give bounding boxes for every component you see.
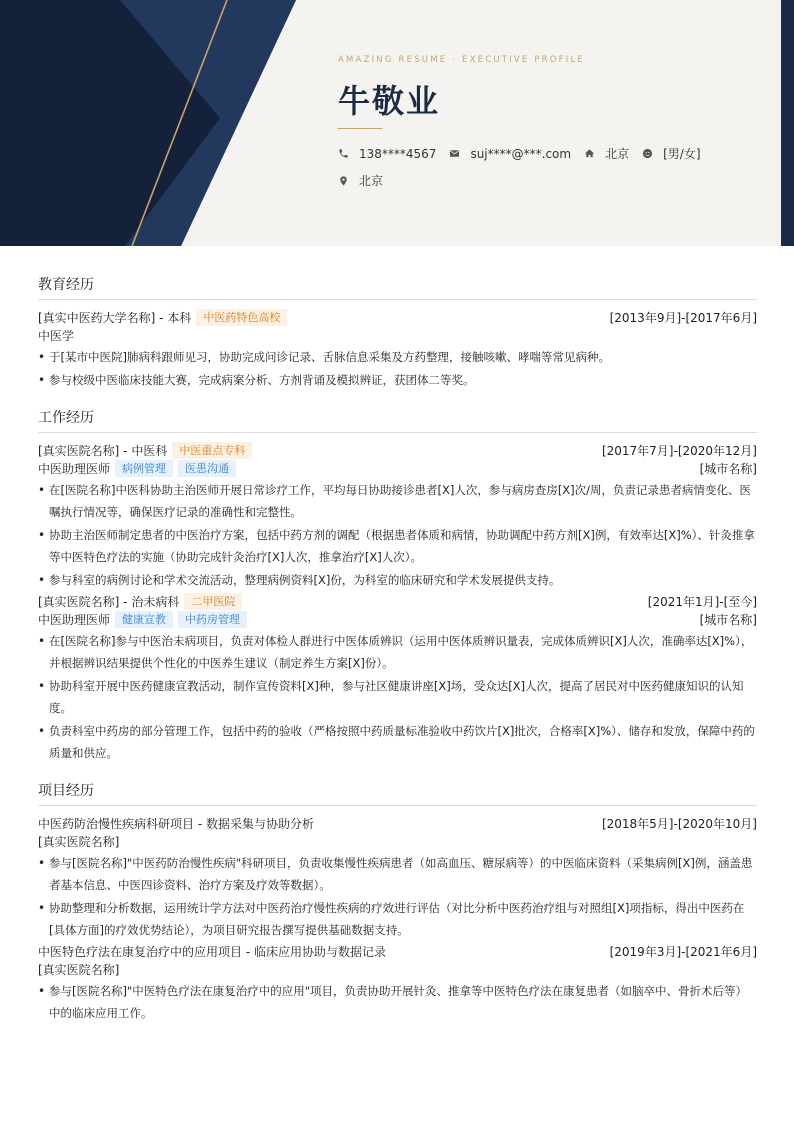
phone-icon (338, 148, 349, 159)
work-city: [城市名称] (699, 461, 757, 476)
phone-text: 138****4567 (359, 146, 437, 161)
home-city-text: 北京 (605, 147, 630, 161)
work-entry (38, 592, 757, 764)
major-name: 中医学 (38, 328, 75, 343)
contact-location (338, 172, 383, 189)
project-dates: [2019年3月]-[2021年6月] (609, 944, 757, 959)
education-major-row (38, 326, 757, 344)
skill-tag: 病例管理 (115, 460, 173, 477)
work-dates: [2021年1月]-[至今] (647, 594, 757, 609)
contact-row-secondary (338, 172, 396, 189)
projects-title: 项目经历 (38, 780, 757, 806)
project-bullets (38, 980, 757, 1024)
education-entry-header (38, 308, 757, 326)
list-item: • 协助整理和分析数据，运用统计学方法对中医药治疗慢性疾病的疗效进行评估（对比分析中医药治疗组与对照组[X]项指标，得出中医药在[具体方面]的疗效优势结论），为项目研究报告撰写提供基础数据支持。 (38, 897, 757, 941)
work-bullets (38, 479, 757, 591)
header-banner (0, 0, 794, 246)
home-icon (584, 148, 595, 159)
contact-gender (642, 145, 700, 162)
project-org: [真实医院名称] (38, 962, 120, 977)
list-item: • 在[医院名称]中医科协助主治医师开展日常诊疗工作，平均每日协助接诊患者[X]人次，参与病房查房[X]次/周，负责记录患者病情变化、医嘱执行情况等，确保医疗记录的准确性和完整性。 (38, 479, 757, 523)
project-entry (38, 814, 757, 941)
location-text: 北京 (359, 174, 384, 188)
work-role: 中医助理医师 (38, 461, 111, 476)
work-role: 中医助理医师 (38, 612, 111, 627)
education-title: 教育经历 (38, 274, 757, 300)
header-tagline: AMAZING RESUME · EXECUTIVE PROFILE (338, 55, 585, 65)
list-item: • 参与科室的病例讨论和学术交流活动，整理病例资料[X]份，为科室的临床研究和学术发展提供支持。 (38, 569, 757, 591)
contact-phone (338, 147, 436, 161)
work-entry-header (38, 592, 757, 610)
education-dates: [2013年9月]-[2017年6月] (609, 310, 757, 325)
header-decoration (0, 0, 300, 246)
work-org-tag: 中医重点专科 (172, 442, 252, 459)
list-item: • 于[某市中医院]肺病科跟师见习，协助完成问诊记录、舌脉信息采集及方药整理，接触咳嗽、哮喘等常见病种。 (38, 346, 757, 368)
contact-email (449, 147, 571, 161)
work-entry-header (38, 441, 757, 459)
project-bullets (38, 852, 757, 941)
list-item: • 参与[医院名称]"中医药防治慢性疾病"科研项目，负责收集慢性疾病患者（如高血压、糖尿病等）的中医临床资料（采集病例[X]例，涵盖患者基本信息、中医四诊资料、治疗方案及疗效等数据）。 (38, 852, 757, 896)
skill-tag: 中药房管理 (178, 611, 247, 628)
project-org-row (38, 832, 757, 850)
work-org-tag: 二甲医院 (184, 593, 242, 610)
contact-home (584, 145, 629, 162)
skill-tag: 健康宣教 (115, 611, 173, 628)
project-entry-header (38, 942, 757, 960)
work-org: [真实医院名称] - 中医科 (38, 443, 168, 458)
list-item: • 协助主治医师制定患者的中医治疗方案，包括中药方剂的调配（根据患者体质和病情，协助调配中药方剂[X]例，有效率达[X]%）、针灸推拿等中医特色疗法的实施（协助完成针灸治疗[X]人次，推拿治疗[X]人次）。 (38, 524, 757, 568)
email-text: suj****@***.com (470, 146, 572, 161)
gender-text: [男/女] (663, 147, 701, 161)
work-role-row (38, 459, 757, 477)
projects-section (38, 780, 757, 1024)
project-dates: [2018年5月]-[2020年10月] (601, 816, 757, 831)
project-name: 中医药防治慢性疾病科研项目 - 数据采集与协助分析 (38, 816, 314, 831)
project-entry-header (38, 814, 757, 832)
project-org-row (38, 960, 757, 978)
list-item: • 参与校级中医临床技能大赛，完成病案分析、方剂背诵及模拟辨证，获团体二等奖。 (38, 369, 757, 391)
project-org: [真实医院名称] (38, 834, 120, 849)
header-right-bar (781, 0, 794, 246)
work-org: [真实医院名称] - 治未病科 (38, 594, 180, 609)
work-city: [城市名称] (699, 612, 757, 627)
resume-body (38, 274, 757, 1034)
skill-tag: 医患沟通 (178, 460, 236, 477)
work-entry (38, 441, 757, 591)
list-item: • 协助科室开展中医药健康宣教活动，制作宣传资料[X]种，参与社区健康讲座[X]场，受众达[X]人次，提高了居民对中医药健康知识的认知度。 (38, 675, 757, 719)
list-item: • 负责科室中药房的部分管理工作，包括中药的验收（严格按照中药质量标准验收中药饮片[X]批次，合格率[X]%）、储存和发放，保障中药的质量和供应。 (38, 720, 757, 764)
work-dates: [2017年7月]-[2020年12月] (601, 443, 757, 458)
work-role-row (38, 610, 757, 628)
work-bullets (38, 630, 757, 764)
education-section (38, 274, 757, 391)
school-tag: 中医药特色高校 (196, 309, 287, 326)
mail-icon (449, 148, 460, 159)
project-entry (38, 942, 757, 1024)
work-section (38, 407, 757, 764)
list-item: • 参与[医院名称]"中医特色疗法在康复治疗中的应用"项目，负责协助开展针灸、推拿等中医特色疗法在康复患者（如脑卒中、骨折术后等）中的临床应用工作。 (38, 980, 757, 1024)
school-name: [真实中医药大学名称] - 本科 (38, 310, 192, 325)
list-item: • 在[医院名称]参与中医治未病项目，负责对体检人群进行中医体质辨识（运用中医体质辨识量表，完成体质辨识[X]人次，准确率达[X]%），并根据辨识结果提供个性化的中医养生建议（制定养生方案[X]份）。 (38, 630, 757, 674)
contact-row-primary (338, 145, 714, 162)
project-name: 中医特色疗法在康复治疗中的应用项目 - 临床应用协助与数据记录 (38, 944, 386, 959)
name-divider (338, 128, 382, 129)
smiley-icon (642, 148, 653, 159)
education-bullets (38, 346, 757, 391)
location-pin-icon (338, 175, 349, 187)
candidate-name: 牛敬业 (338, 82, 441, 120)
work-title: 工作经历 (38, 407, 757, 433)
